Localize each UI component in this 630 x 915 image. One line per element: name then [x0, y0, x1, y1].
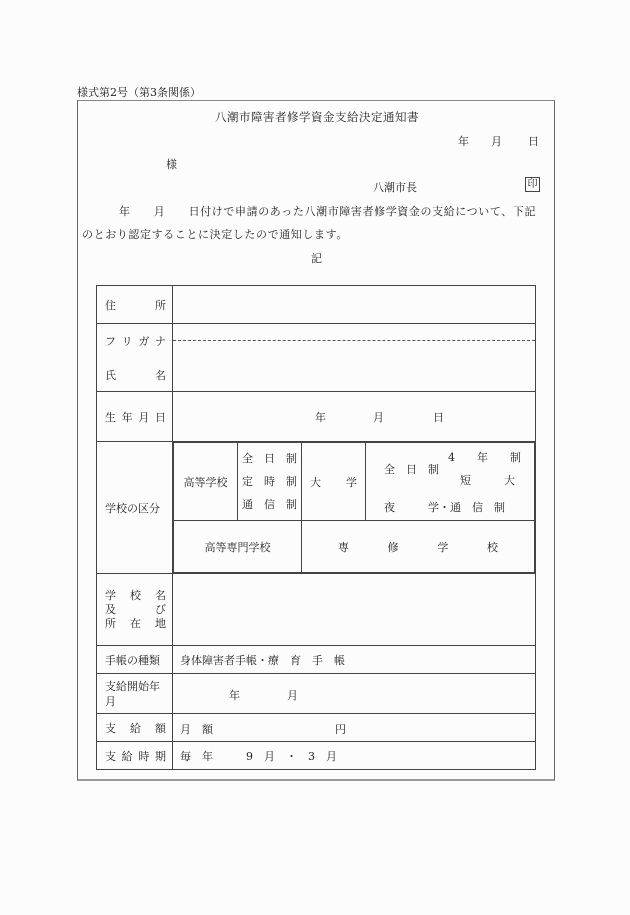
row-handbook	[97, 646, 536, 674]
label-start: 支給開始年月	[97, 674, 173, 714]
label-name	[105, 367, 166, 383]
option-univ-fulltime[interactable]: 全 日 制	[384, 463, 439, 476]
addressee-suffix: 様	[166, 158, 177, 171]
form-number: 様式第2号（第3条関係）	[77, 86, 201, 99]
row-address	[97, 286, 536, 324]
seal-icon: 印	[525, 177, 540, 192]
label-char: 期	[154, 749, 166, 763]
amount-field[interactable]	[173, 714, 536, 742]
birthdate-field[interactable]	[173, 392, 536, 442]
label-char: 大	[310, 475, 321, 489]
date-day: 日	[528, 135, 539, 148]
label-char: 学	[346, 475, 357, 489]
option-hs-fulltime[interactable]: 全 日 制	[242, 452, 297, 465]
row-birthdate	[97, 392, 536, 442]
label-char: 名	[155, 588, 166, 602]
label-address-b: 所	[155, 298, 166, 312]
label-char: フ	[105, 334, 116, 348]
label-school-type: 学校の区分	[97, 442, 173, 574]
furigana-divider	[173, 340, 535, 341]
label-char: リ	[121, 334, 133, 348]
label-char: 額	[155, 721, 166, 735]
label-char: 校	[130, 588, 141, 602]
label-char: 在	[130, 616, 141, 630]
amount-prefix: 月 額	[180, 723, 213, 736]
label-char: 学	[437, 540, 449, 554]
label-char: 給	[121, 749, 133, 763]
label-char: 修	[387, 540, 399, 554]
date-year: 年	[458, 135, 469, 148]
label-char: 校	[486, 540, 498, 554]
date-month: 月	[491, 135, 502, 148]
row-timing	[97, 742, 536, 770]
label-char: 名	[155, 368, 166, 382]
body-line-1: 年 月 日付けで申請のあった八潮市障害者修学資金の支給について、下記	[119, 205, 537, 218]
label-char: 日	[154, 410, 166, 424]
label-address-a: 住	[105, 298, 116, 312]
label-char: 生	[105, 410, 116, 424]
option-high-school[interactable]: 高等学校	[174, 443, 238, 521]
label-char: 及	[105, 602, 116, 616]
label-char: 学	[105, 588, 116, 602]
option-hs-parttime[interactable]: 定 時 制	[242, 475, 297, 488]
row-start	[97, 674, 536, 714]
ki-heading: 記	[311, 252, 322, 265]
option-technical-college[interactable]: 高等専門学校	[174, 521, 302, 573]
label-char: 月	[138, 410, 150, 424]
label-char: 支	[105, 749, 116, 763]
label-handbook: 手帳の種類	[97, 646, 173, 674]
option-univ-night[interactable]: 夜 学・通 信 制	[384, 501, 505, 514]
handbook-options[interactable]: 身体障害者手帳・療 育 手 帳	[173, 646, 536, 674]
label-char: 氏	[105, 368, 116, 382]
label-char: 年	[121, 410, 133, 424]
label-furigana	[105, 333, 166, 349]
birth-month: 月	[373, 411, 384, 424]
details-table	[96, 285, 536, 770]
option-univ-junior[interactable]: 短 大	[460, 474, 515, 487]
row-school-name	[97, 574, 536, 646]
address-field[interactable]	[173, 286, 536, 324]
label-char: ナ	[154, 334, 166, 348]
timing-value: 毎 年 9 月 ・ 3 月	[173, 742, 536, 770]
start-field[interactable]	[173, 674, 536, 714]
school-name-field[interactable]	[173, 574, 536, 646]
issuer: 八潮市長	[373, 181, 417, 194]
option-hs-correspondence[interactable]: 通 信 制	[242, 498, 297, 511]
row-name	[97, 324, 536, 392]
label-char: び	[155, 602, 166, 616]
label-char: 専	[338, 540, 349, 554]
birth-day: 日	[433, 411, 444, 424]
label-char: 給	[130, 721, 141, 735]
label-char: 所	[105, 616, 116, 630]
amount-unit: 円	[335, 723, 346, 736]
option-univ-4year[interactable]: 4 年 制	[448, 451, 521, 464]
start-month: 月	[287, 689, 298, 702]
option-vocational[interactable]	[302, 521, 535, 573]
birth-year: 年	[315, 411, 326, 424]
name-field[interactable]	[173, 324, 536, 392]
option-university[interactable]	[302, 443, 366, 521]
label-char: 支	[105, 721, 116, 735]
document-title: 八潮市障害者修学資金支給決定通知書	[215, 110, 419, 124]
label-char: 地	[155, 616, 166, 630]
start-year: 年	[229, 689, 240, 702]
row-amount	[97, 714, 536, 742]
label-char: ガ	[138, 334, 150, 348]
row-school-type	[97, 442, 536, 574]
body-line-2: のとおり認定することに決定したので通知します。	[82, 228, 348, 241]
label-char: 時	[138, 749, 150, 763]
